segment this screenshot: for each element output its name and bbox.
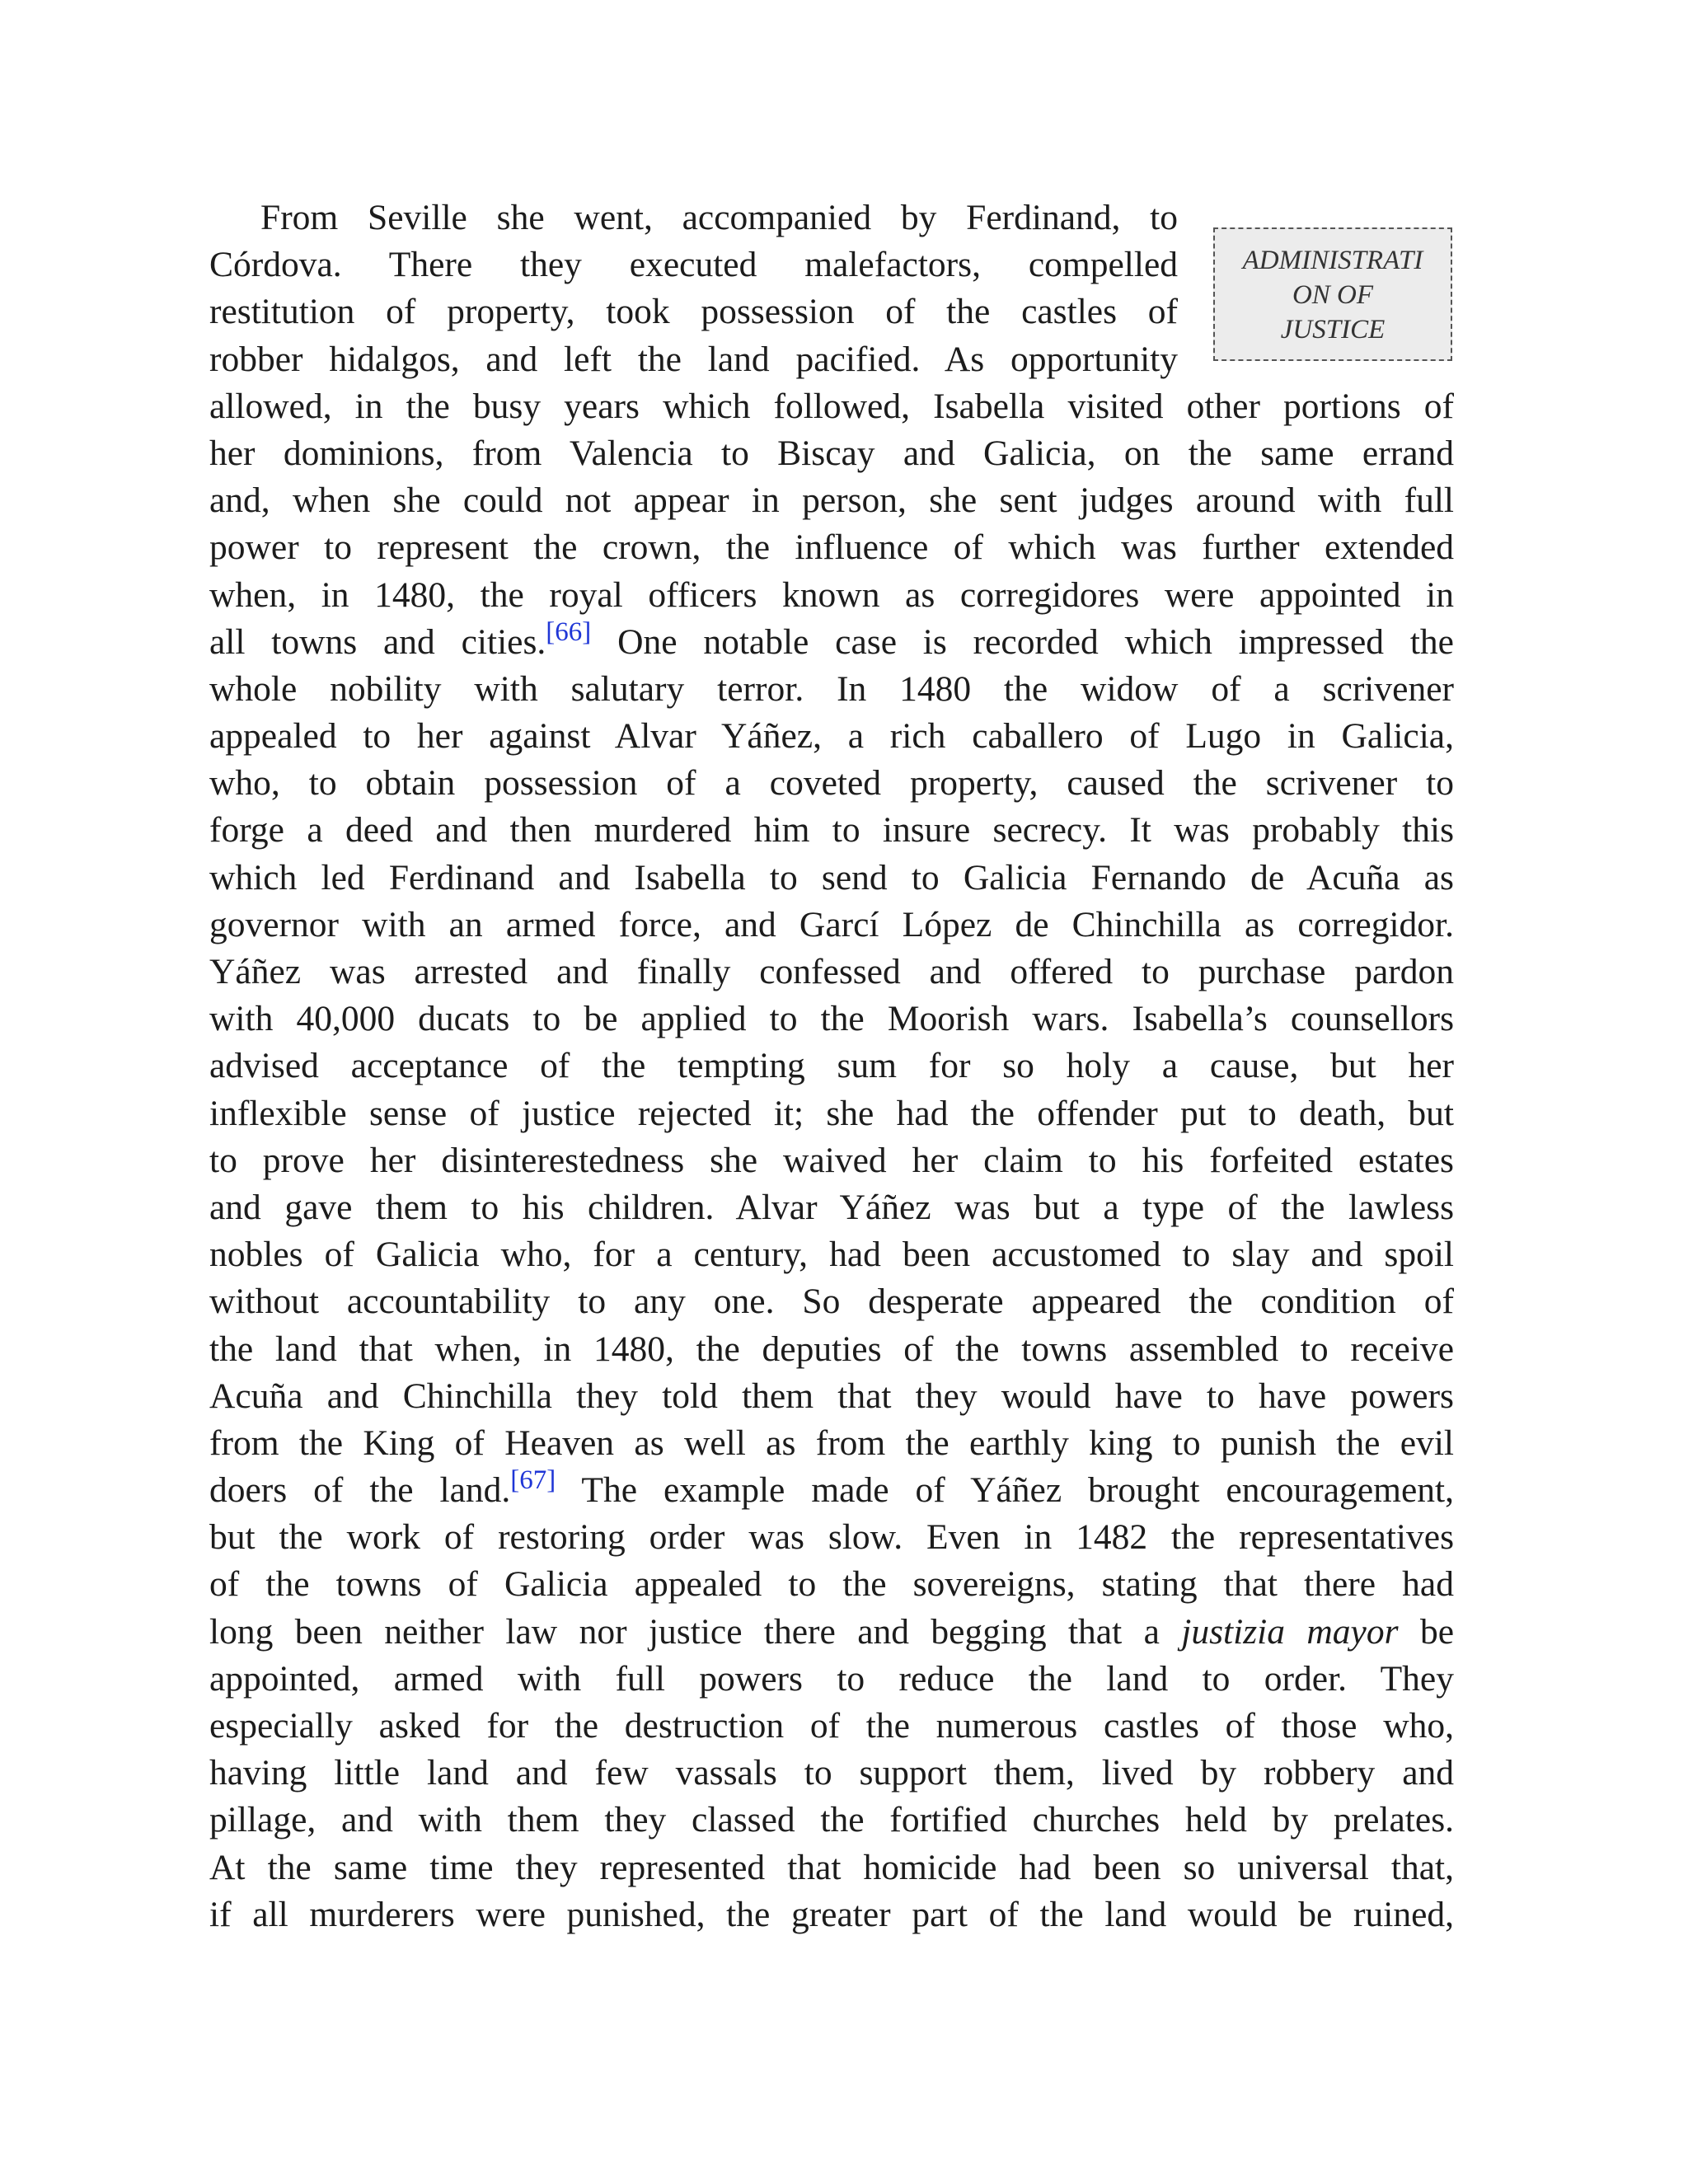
text-line: inflexible sense of justice rejected it; she had the offender put to death, but bbox=[209, 1093, 1454, 1133]
text-line: who, to obtain possession of a coveted property, caused the scrivener to bbox=[209, 763, 1454, 804]
text-line: having little land and few vassals to support them, lived by robbery and bbox=[209, 1753, 1454, 1793]
text-line: Yáñez was arrested and finally confessed and offered to purchase pardon bbox=[209, 952, 1454, 991]
text-line: advised acceptance of the tempting sum for so holy a cause, but her bbox=[209, 1046, 1454, 1086]
text-line: to prove her disinterestedness she waived her claim to his forfeited estates bbox=[209, 1140, 1454, 1180]
text-line: allowed, in the busy years which followed, Isabella visited other portions of bbox=[209, 386, 1454, 426]
text-line: Acuña and Chinchilla they told them that they would have to have powers bbox=[209, 1376, 1454, 1416]
footnote-link-67[interactable]: [67] bbox=[510, 1465, 556, 1496]
text-line: robber hidalgos, and left the land pacified. As opportunity bbox=[209, 339, 1178, 379]
text-line: From Seville she went, accompanied by Ferdinand, to bbox=[260, 198, 1178, 237]
text-line: At the same time they represented that homicide had been so universal that, bbox=[209, 1847, 1454, 1887]
text-segment: The example made of Yáñez brought encouragement, bbox=[556, 1470, 1454, 1511]
text-line: whole nobility with salutary terror. In 1480 the widow of a scrivener bbox=[209, 668, 1454, 709]
text-line: especially asked for the destruction of the numerous castles of those who, bbox=[209, 1706, 1454, 1746]
text-segment: all towns and cities. bbox=[209, 621, 546, 662]
text-line: power to represent the crown, the influence of which was further extended bbox=[209, 527, 1454, 568]
text-line bbox=[209, 1609, 1454, 1656]
text-line: nobles of Galicia who, for a century, had been accustomed to slay and spoil bbox=[209, 1235, 1454, 1275]
text-segment: One notable case is recorded which impressed the bbox=[591, 621, 1454, 662]
text-line bbox=[209, 1467, 1454, 1514]
text-line: her dominions, from Valencia to Biscay and Galicia, on the same errand bbox=[209, 433, 1454, 473]
text-line: pillage, and with them they classed the fortified churches held by prelates. bbox=[209, 1800, 1454, 1840]
text-line: appointed, armed with full powers to reduce the land to order. They bbox=[209, 1658, 1454, 1699]
text-line: but the work of restoring order was slow. Even in 1482 the representatives bbox=[209, 1517, 1454, 1558]
text-line: Córdova. There they executed malefactors, compelled bbox=[209, 245, 1178, 285]
text-line: appealed to her against Alvar Yáñez, a rich caballero of Lugo in Galicia, bbox=[209, 716, 1454, 757]
text-line: and, when she could not appear in person, she sent judges around with full bbox=[209, 480, 1454, 521]
italic-term: justizia mayor bbox=[1181, 1611, 1399, 1652]
margin-note-line-1: ADMINISTRATI bbox=[1242, 246, 1423, 275]
text-line: when, in 1480, the royal officers known as corregidores were appointed in bbox=[209, 574, 1454, 615]
margin-note-line-2: ON OF bbox=[1292, 280, 1374, 310]
text-line: if all murderers were punished, the greater part of the land would be ruined, bbox=[209, 1894, 1454, 1934]
text-line: restitution of property, took possession of the castles of bbox=[209, 292, 1178, 332]
text-line: and gave them to his children. Alvar Yáñez was but a type of the lawless bbox=[209, 1187, 1454, 1227]
text-line: which led Ferdinand and Isabella to send to Galicia Fernando de Acuña as bbox=[209, 857, 1454, 898]
text-line: from the King of Heaven as well as from the earthly king to punish the evil bbox=[209, 1422, 1454, 1463]
margin-note-line-3: JUSTICE bbox=[1280, 315, 1386, 344]
text-line: of the towns of Galicia appealed to the sovereigns, stating that there had bbox=[209, 1564, 1454, 1605]
footnote-link-66[interactable]: [66] bbox=[546, 616, 592, 647]
text-segment: be bbox=[1398, 1611, 1454, 1652]
text-segment: long been neither law nor justice there and begging that a bbox=[209, 1611, 1182, 1652]
body-paragraph bbox=[209, 194, 1454, 1938]
text-line: without accountability to any one. So desperate appeared the condition of bbox=[209, 1282, 1454, 1322]
text-segment: doers of the land. bbox=[209, 1470, 511, 1511]
text-line: the land that when, in 1480, the deputies of the towns assembled to receive bbox=[209, 1329, 1454, 1369]
text-line: governor with an armed force, and Garcí López de Chinchilla as corregidor. bbox=[209, 904, 1454, 944]
text-line bbox=[209, 616, 1454, 666]
text-line: forge a deed and then murdered him to insure secrecy. It was probably this bbox=[209, 810, 1454, 851]
text-line: with 40,000 ducats to be applied to the Moorish wars. Isabella’s counsellors bbox=[209, 999, 1454, 1039]
